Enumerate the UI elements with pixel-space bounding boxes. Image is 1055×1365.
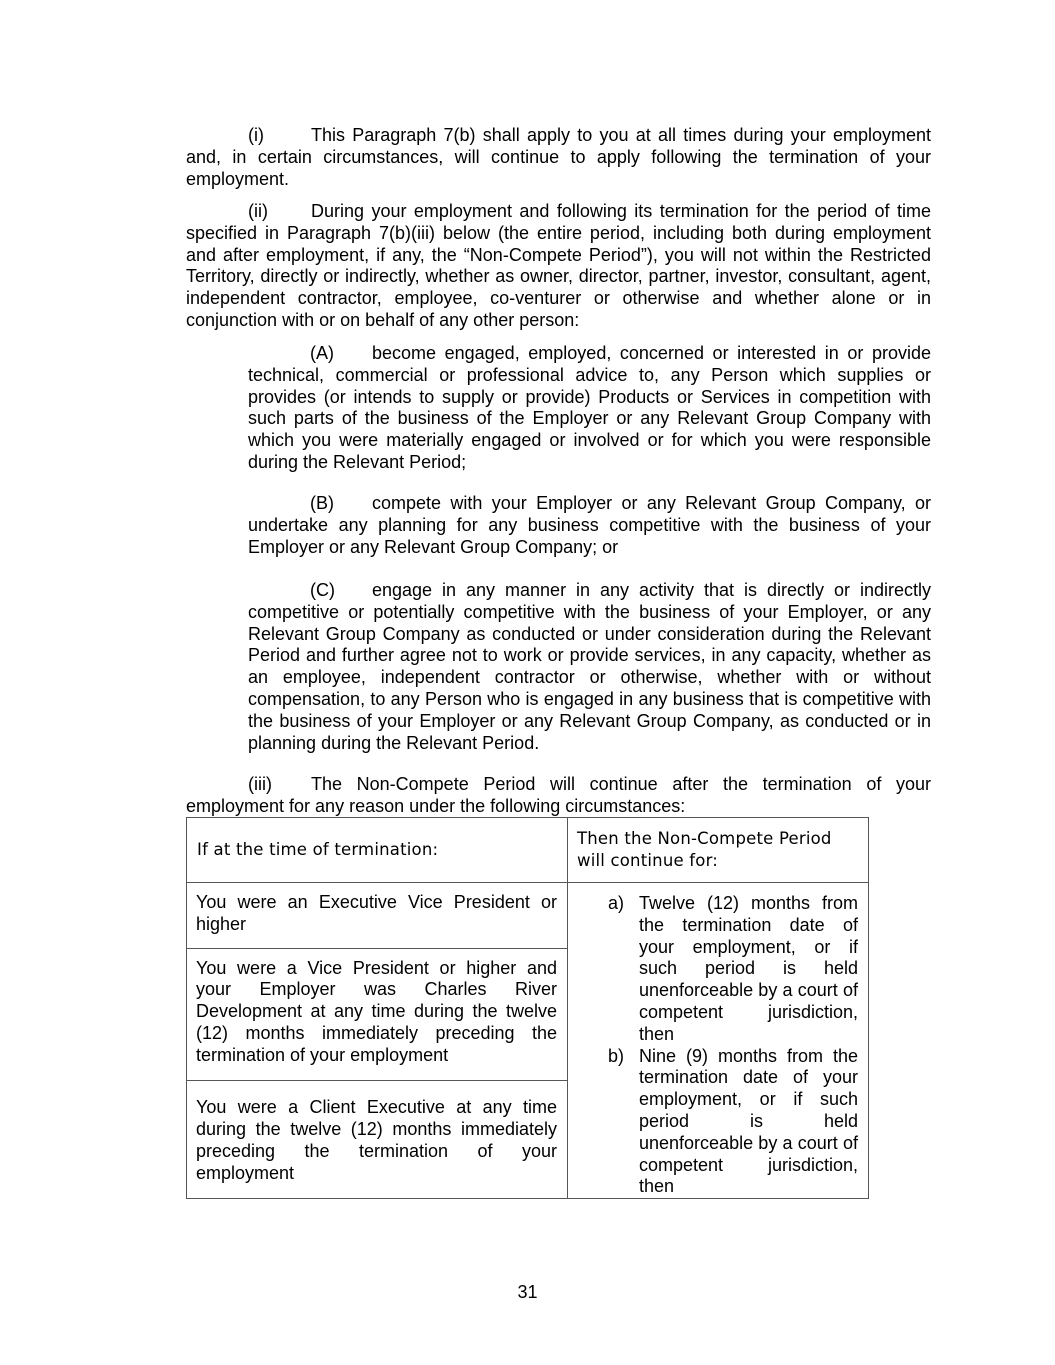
paragraph-text: During your employment and following its termination for the period of time specified in Paragraph 7(b)(iii) below (the entire period, including both during employment and after employment, if any, the “Non-Compete Period”), you will not within the Restricted Territory, directly or indirectly, whether as owner, director, partner, investor, consultant, agent, independent contractor, employee, co-venturer or otherwise and whether alone or in conjunction with or on behalf of any other person: bbox=[186, 201, 931, 330]
subparagraph-A bbox=[248, 343, 931, 474]
subparagraph-marker: (C) bbox=[310, 580, 335, 600]
list-item bbox=[608, 893, 858, 1046]
paragraph-ii bbox=[186, 201, 931, 332]
list-item bbox=[608, 1046, 858, 1199]
outcome-list bbox=[568, 883, 868, 1198]
table-header-left: If at the time of termination: bbox=[197, 840, 439, 859]
subparagraph-marker: (A) bbox=[310, 343, 334, 363]
list-marker: b) bbox=[608, 1045, 625, 1066]
table-cell-text: You were a Vice President or higher and your Employer was Charles River Development at any time during the twelve (12) months immediately preceding the termination of your employment bbox=[196, 957, 557, 1065]
table-cell bbox=[187, 883, 568, 949]
table-cell-text: You were a Client Executive at any time during the twelve (12) months immediately preceding the termination of your employment bbox=[196, 1097, 557, 1183]
paragraph-marker: (i) bbox=[248, 125, 264, 145]
paragraph-iii bbox=[186, 774, 931, 818]
table-header-cell-left bbox=[187, 818, 568, 883]
table-header-row bbox=[187, 818, 869, 883]
non-compete-table bbox=[186, 817, 869, 1199]
list-marker: a) bbox=[608, 893, 625, 913]
paragraph-text: The Non-Compete Period will continue after the termination of your employment for any reason under the following circumstances: bbox=[186, 774, 931, 816]
paragraph-i bbox=[186, 125, 931, 190]
subparagraph-B bbox=[248, 493, 931, 558]
table-row bbox=[187, 883, 869, 949]
paragraph-marker: (iii) bbox=[248, 774, 272, 794]
table-cell-text: You were an Executive Vice President or higher bbox=[196, 892, 557, 934]
subparagraph-text: engage in any manner in any activity that is directly or indirectly competitive or potentially competitive with the business of your Employer, or any Relevant Group Company as conducted or under consideration during the Relevant Period and further agree not to work or provide services, in any capacity, whether as an employee, independent contractor or otherwise, whether with or without compensation, to any Person who is engaged in any business that is competitive with the business of your Employer or any Relevant Group Company, as conducted or in planning during the Relevant Period. bbox=[248, 580, 931, 753]
table-header-cell-right bbox=[568, 818, 869, 883]
subparagraph-text: compete with your Employer or any Relevant Group Company, or undertake any planning for any business competitive with the business of your Employer or any Relevant Group Company; or bbox=[248, 493, 931, 557]
list-item-text: Nine (9) months from the termination date of your employment, or if such period is held unenforceable by a court of competent jurisdiction, then bbox=[639, 1045, 858, 1197]
subparagraph-marker: (B) bbox=[310, 493, 334, 513]
outcome-cell bbox=[568, 883, 869, 1199]
table-cell bbox=[187, 948, 568, 1081]
paragraph-marker: (ii) bbox=[248, 201, 268, 221]
table-cell bbox=[187, 1081, 568, 1199]
table-header-right: Then the Non-Compete Period will continue for: bbox=[577, 829, 832, 870]
paragraph-text: This Paragraph 7(b) shall apply to you at all times during your employment and, in certain circumstances, will continue to apply following the termination of your employment. bbox=[186, 125, 931, 189]
page-number: 31 bbox=[517, 1282, 538, 1302]
subparagraph-C bbox=[248, 580, 931, 754]
list-item-text: Twelve (12) months from the termination date of your employment, or if such period is held unenforceable by a court of competent jurisdiction, then bbox=[639, 893, 858, 1044]
subparagraph-text: become engaged, employed, concerned or interested in or provide technical, commercial or professional advice to, any Person which supplies or provides (or intends to supply or provide) Products or Services in competition with such parts of the business of the Employer or any Relevant Group Company with which you were materially engaged or involved or for which you were responsible during the Relevant Period; bbox=[248, 343, 931, 472]
